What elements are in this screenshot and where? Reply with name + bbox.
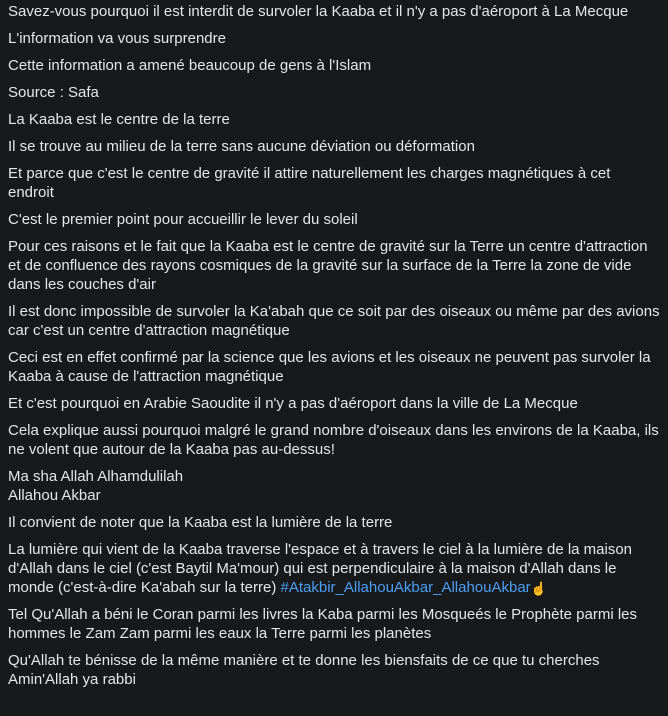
hashtag-link[interactable]: #Atakbir_AllahouAkbar_AllahouAkbar xyxy=(280,579,531,596)
post-paragraph-with-hashtag xyxy=(8,540,660,597)
post-paragraph xyxy=(8,651,660,689)
post-paragraph xyxy=(8,110,660,129)
post-paragraph xyxy=(8,210,660,229)
post-paragraph xyxy=(8,164,660,202)
post-paragraph xyxy=(8,513,660,532)
paragraph-line: Cette information a amené beaucoup de gens à l'Islam xyxy=(8,57,372,74)
paragraph-line: L'information va vous surprendre xyxy=(8,30,226,47)
paragraph-line: Allahou Akbar xyxy=(8,487,101,504)
post-paragraph xyxy=(8,302,660,340)
paragraph-line: Ceci est en effet confirmé par la science que les avions et les oiseaux ne peuvent pas survoler la Kaaba à cause de l'attraction magnétique xyxy=(8,349,651,385)
post-paragraph xyxy=(8,605,660,643)
paragraph-line: Et parce que c'est le centre de gravité il attire naturellement les charges magnétiques à cet endroit xyxy=(8,165,611,201)
paragraph-line: Il convient de noter que la Kaaba est la lumière de la terre xyxy=(8,514,393,531)
paragraph-line: Il se trouve au milieu de la terre sans aucune déviation ou déformation xyxy=(8,138,475,155)
post-paragraph xyxy=(8,237,660,294)
post-paragraph xyxy=(8,421,660,459)
paragraph-line: C'est le premier point pour accueillir le lever du soleil xyxy=(8,211,358,228)
post-paragraph xyxy=(8,348,660,386)
paragraph-line: Qu'Allah te bénisse de la même manière et te donne les biensfaits de ce que tu cherches xyxy=(8,652,600,669)
paragraph-line: Et c'est pourquoi en Arabie Saoudite il n'y a pas d'aéroport dans la ville de La Mecque xyxy=(8,395,578,412)
post-paragraph xyxy=(8,83,660,102)
paragraph-line: Savez-vous pourquoi il est interdit de survoler la Kaaba et il n'y a pas d'aéroport à La Mecque xyxy=(8,3,629,20)
paragraph-line: Il est donc impossible de survoler la Ka'abah que ce soit par des oiseaux ou même par des avions car c'est un centre d'attraction magnétique xyxy=(8,303,660,339)
paragraph-line: Source : Safa xyxy=(8,84,99,101)
paragraph-line: La Kaaba est le centre de la terre xyxy=(8,111,230,128)
post-paragraph xyxy=(8,56,660,75)
post-paragraph xyxy=(8,137,660,156)
paragraph-line: Ma sha Allah Alhamdulilah xyxy=(8,468,184,485)
paragraph-line: Amin'Allah ya rabbi xyxy=(8,671,136,688)
post-text-body xyxy=(0,2,668,689)
post-paragraph xyxy=(8,29,660,48)
paragraph-line: Pour ces raisons et le fait que la Kaaba est le centre de gravité sur la Terre un centre d'attraction et de confluence des rayons cosmiques de la gravité sur la surface de la Terre la zone de vide dans les couches d'air xyxy=(8,238,648,293)
post-paragraph xyxy=(8,2,660,21)
paragraph-line: Tel Qu'Allah a béni le Coran parmi les livres la Kaba parmi les Mosqueés le Prophète parmi les hommes le Zam Zam parmi les eaux la Terre parmi les planètes xyxy=(8,606,637,642)
pointing-up-icon: ☝️ xyxy=(530,581,547,596)
post-paragraph xyxy=(8,394,660,413)
paragraph-text: La lumière qui vient de la Kaaba traverse l'espace et à travers le ciel à la lumière de la maison d'Allah dans le ciel (c'est Baytil Ma'mour) qui est perpendiculaire à la maison d'Allah dans le monde (c'est-à-dire Ka'abah sur la terre) xyxy=(8,541,633,596)
paragraph-line: Cela explique aussi pourquoi malgré le grand nombre d'oiseaux dans les environs de la Kaaba, ils ne volent que autour de la Kaaba pas au-dessus! xyxy=(8,422,659,458)
post-paragraph xyxy=(8,467,660,505)
